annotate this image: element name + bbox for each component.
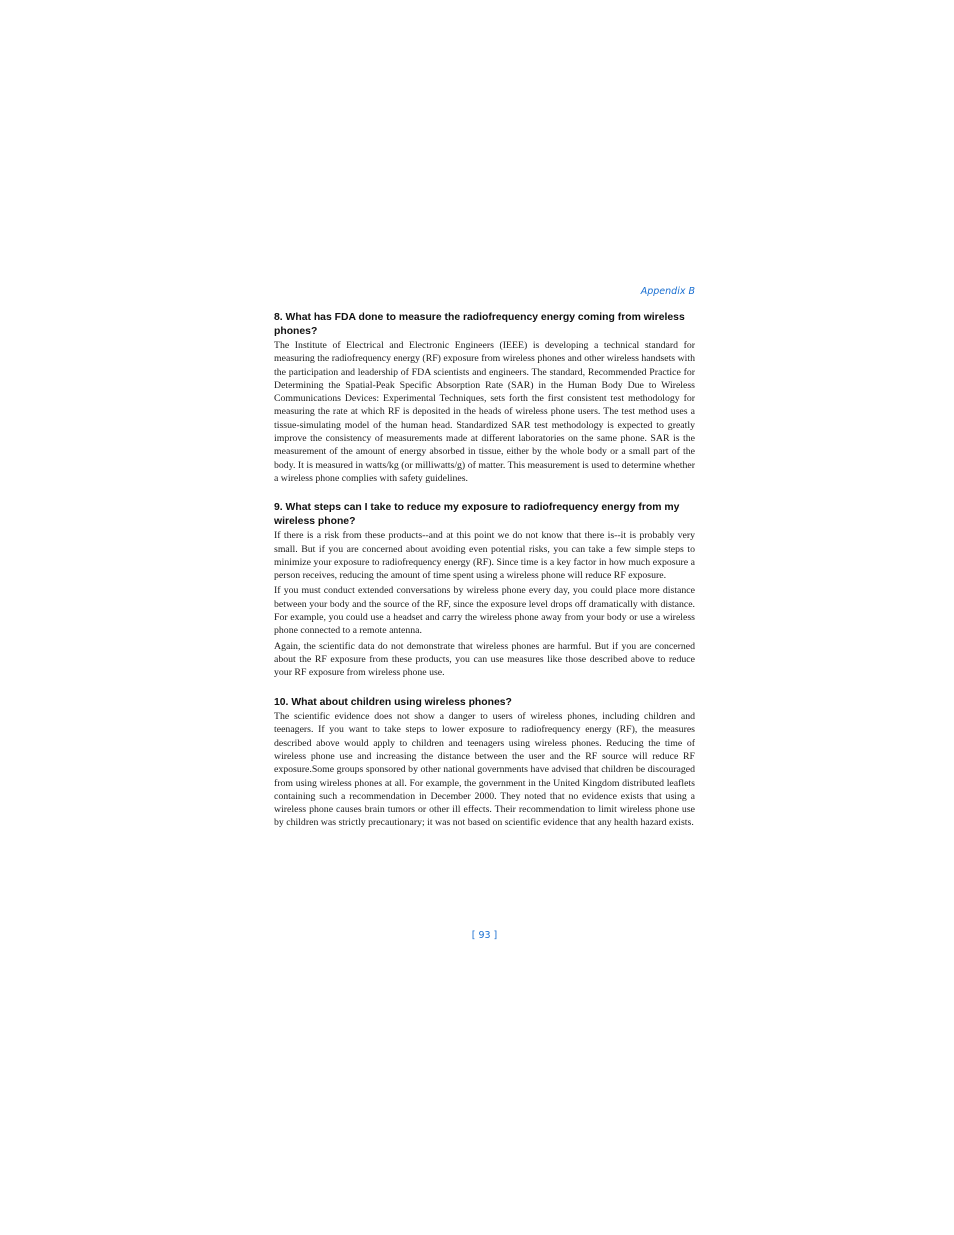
page-number: [ 93 ] — [471, 930, 498, 941]
section-heading: 9. What steps can I take to reduce my exposure to radiofrequency energy from my wireless phone? — [274, 502, 680, 527]
page-body — [274, 311, 695, 832]
body-paragraph: Again, the scientific data do not demonstrate that wireless phones are harmful. But if you are concerned about the RF exposure from these products, you can use measures like those described above to reduce your RF exposure from wireless phone use. — [274, 640, 695, 679]
body-paragraph: The Institute of Electrical and Electronic Engineers (IEEE) is developing a technical standard for measuring the radiofrequency energy (RF) exposure from wireless phones and other wireless handsets with the participation and leadership of FDA scientists and engineers. The standard, Recommended Practice for Determining the Spatial-Peak Specific Absorption Rate (SAR) in the Human Body Due to Wireless Communications Devices: Experimental Techniques, sets forth the first consistent test methodology for measuring the rate at which RF is deposited in the heads of wireless phone users. The test method uses a tissue-simulating model of the human head. Standardized SAR test methodology is expected to greatly improve the consistency of measurements made at different laboratories on the same phone. SAR is the measurement of the amount of energy absorbed in tissue, either by the whole body or a small part of the body. It is measured in watts/kg (or milliwatts/g) of matter. This measurement is used to determine whether a wireless phone complies with safety guidelines. — [274, 340, 695, 484]
running-header: Appendix B — [640, 286, 695, 297]
body-paragraph: The scientific evidence does not show a danger to users of wireless phones, including children and teenagers. If you want to take steps to lower exposure to radiofrequency energy (RF), the measures described above would apply to children and teenagers using wireless phones. Reducing the time of wireless phone use and increasing the distance between the user and the RF source will reduce RF exposure.Some groups sponsored by other national governments have advised that children be discouraged from using wireless phones at all. For example, the government in the United Kingdom distributed leaflets containing such a recommendation in December 2000. They noted that no evidence exists that using a wireless phone causes brain tumors or other ill effects. Their recommendation to limit wireless phone use by children was strictly precautionary; it was not based on scientific evidence that any health hazard exists. — [274, 711, 695, 829]
section-fda-measurement — [274, 311, 695, 485]
section-heading: 8. What has FDA done to measure the radiofrequency energy coming from wireless phones? — [274, 312, 685, 337]
section-spacer — [274, 487, 695, 501]
section-heading: 10. What about children using wireless phones? — [274, 696, 512, 708]
section-children — [274, 696, 695, 830]
section-reduce-exposure — [274, 501, 695, 679]
body-paragraph: If you must conduct extended conversations by wireless phone every day, you could place more distance between your body and the source of the RF, since the exposure level drops off dramatically with distance. For example, you could use a headset and carry the wireless phone away from your body or use a wireless phone connected to a remote antenna. — [274, 585, 695, 637]
section-spacer — [274, 682, 695, 696]
body-paragraph: If there is a risk from these products--and at this point we do not know that there is--it is probably very small. But if you are concerned about avoiding even potential risks, you can take a few simple steps to minimize your exposure to radiofrequency energy (RF). Since time is a key factor in how much exposure a person receives, reducing the amount of time spent using a wireless phone will reduce RF exposure. — [274, 530, 695, 582]
